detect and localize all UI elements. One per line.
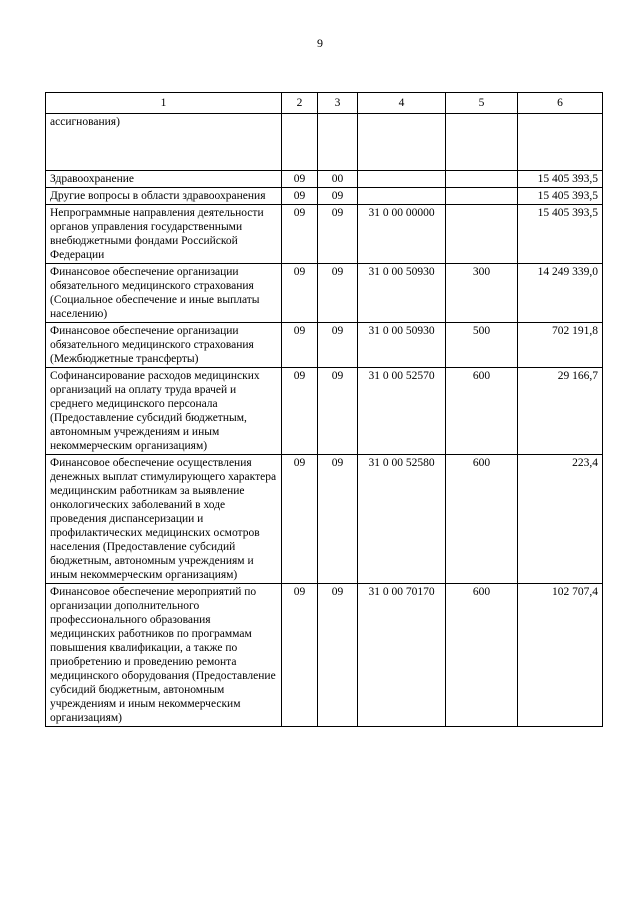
table-row xyxy=(46,171,603,188)
row-sum-cell: 702 191,8 xyxy=(518,323,603,368)
row-name-cell: Здравоохранение xyxy=(46,171,282,188)
row-prz-cell: 09 xyxy=(318,323,358,368)
row-vr-cell: 600 xyxy=(446,584,518,727)
row-csr-cell xyxy=(358,114,446,171)
table-row xyxy=(46,264,603,323)
row-csr-cell: 31 0 00 52580 xyxy=(358,455,446,584)
row-name-cell: Финансовое обеспечение мероприятий по организации дополнительного профессионального образования медицинских работников по программам повышения квалификации, а также по приобретению и проведению ремонта медицинского оборудования (Предоставление субсидий бюджетным, автономным учреждениям и иным некоммерческим организациям) xyxy=(46,584,282,727)
row-prz-cell: 09 xyxy=(318,455,358,584)
row-csr-cell: 31 0 00 50930 xyxy=(358,323,446,368)
row-vr-cell: 600 xyxy=(446,368,518,455)
row-rz-cell: 09 xyxy=(282,205,318,264)
row-rz-cell: 09 xyxy=(282,455,318,584)
header-cell: 3 xyxy=(318,93,358,114)
table-row xyxy=(46,188,603,205)
row-prz-cell xyxy=(318,114,358,171)
row-rz-cell: 09 xyxy=(282,171,318,188)
row-vr-cell xyxy=(446,205,518,264)
row-csr-cell: 31 0 00 70170 xyxy=(358,584,446,727)
row-name-cell: Финансовое обеспечение организации обязательного медицинского страхования (Межбюджетные трансферты) xyxy=(46,323,282,368)
table-row xyxy=(46,368,603,455)
row-csr-cell: 31 0 00 00000 xyxy=(358,205,446,264)
row-prz-cell: 09 xyxy=(318,368,358,455)
table-header-row xyxy=(46,93,603,114)
row-name-cell: Непрограммные направления деятельности органов управления государственными внебюджетными фондами Российской Федерации xyxy=(46,205,282,264)
row-prz-cell: 00 xyxy=(318,171,358,188)
header-cell: 4 xyxy=(358,93,446,114)
row-prz-cell: 09 xyxy=(318,205,358,264)
table-row xyxy=(46,455,603,584)
header-cell: 6 xyxy=(518,93,603,114)
row-vr-cell: 600 xyxy=(446,455,518,584)
table-row xyxy=(46,114,603,171)
row-vr-cell xyxy=(446,171,518,188)
row-prz-cell: 09 xyxy=(318,584,358,727)
row-sum-cell: 223,4 xyxy=(518,455,603,584)
row-sum-cell xyxy=(518,114,603,171)
row-sum-cell: 102 707,4 xyxy=(518,584,603,727)
row-prz-cell: 09 xyxy=(318,264,358,323)
row-rz-cell: 09 xyxy=(282,368,318,455)
row-vr-cell xyxy=(446,114,518,171)
row-csr-cell xyxy=(358,188,446,205)
row-csr-cell: 31 0 00 50930 xyxy=(358,264,446,323)
row-vr-cell: 500 xyxy=(446,323,518,368)
table-row xyxy=(46,205,603,264)
header-cell: 5 xyxy=(446,93,518,114)
row-vr-cell: 300 xyxy=(446,264,518,323)
page-number: 9 xyxy=(317,36,323,50)
row-sum-cell: 15 405 393,5 xyxy=(518,188,603,205)
row-sum-cell: 29 166,7 xyxy=(518,368,603,455)
row-csr-cell: 31 0 00 52570 xyxy=(358,368,446,455)
budget-table xyxy=(45,92,603,727)
header-cell: 1 xyxy=(46,93,282,114)
table-row xyxy=(46,584,603,727)
row-rz-cell xyxy=(282,114,318,171)
row-rz-cell: 09 xyxy=(282,584,318,727)
row-sum-cell: 14 249 339,0 xyxy=(518,264,603,323)
row-vr-cell xyxy=(446,188,518,205)
row-name-cell: Финансовое обеспечение осуществления денежных выплат стимулирующего характера медицинским работникам за выявление онкологических заболеваний в ходе проведения диспансеризации и профилактических медицинских осмотров населения (Предоставление субсидий бюджетным, автономным учреждениям и иным некоммерческим организациям) xyxy=(46,455,282,584)
row-rz-cell: 09 xyxy=(282,188,318,205)
row-prz-cell: 09 xyxy=(318,188,358,205)
row-csr-cell xyxy=(358,171,446,188)
row-sum-cell: 15 405 393,5 xyxy=(518,205,603,264)
header-cell: 2 xyxy=(282,93,318,114)
row-rz-cell: 09 xyxy=(282,323,318,368)
row-name-cell: Другие вопросы в области здравоохранения xyxy=(46,188,282,205)
row-name-cell: ассигнования) xyxy=(46,114,282,171)
row-name-cell: Софинансирование расходов медицинских организаций на оплату труда врачей и среднего медицинского персонала (Предоставление субсидий бюджетным, автономным учреждениям и иным некоммерческим организациям) xyxy=(46,368,282,455)
row-rz-cell: 09 xyxy=(282,264,318,323)
row-name-cell: Финансовое обеспечение организации обязательного медицинского страхования (Социальное обеспечение и иные выплаты населению) xyxy=(46,264,282,323)
table-row xyxy=(46,323,603,368)
row-sum-cell: 15 405 393,5 xyxy=(518,171,603,188)
